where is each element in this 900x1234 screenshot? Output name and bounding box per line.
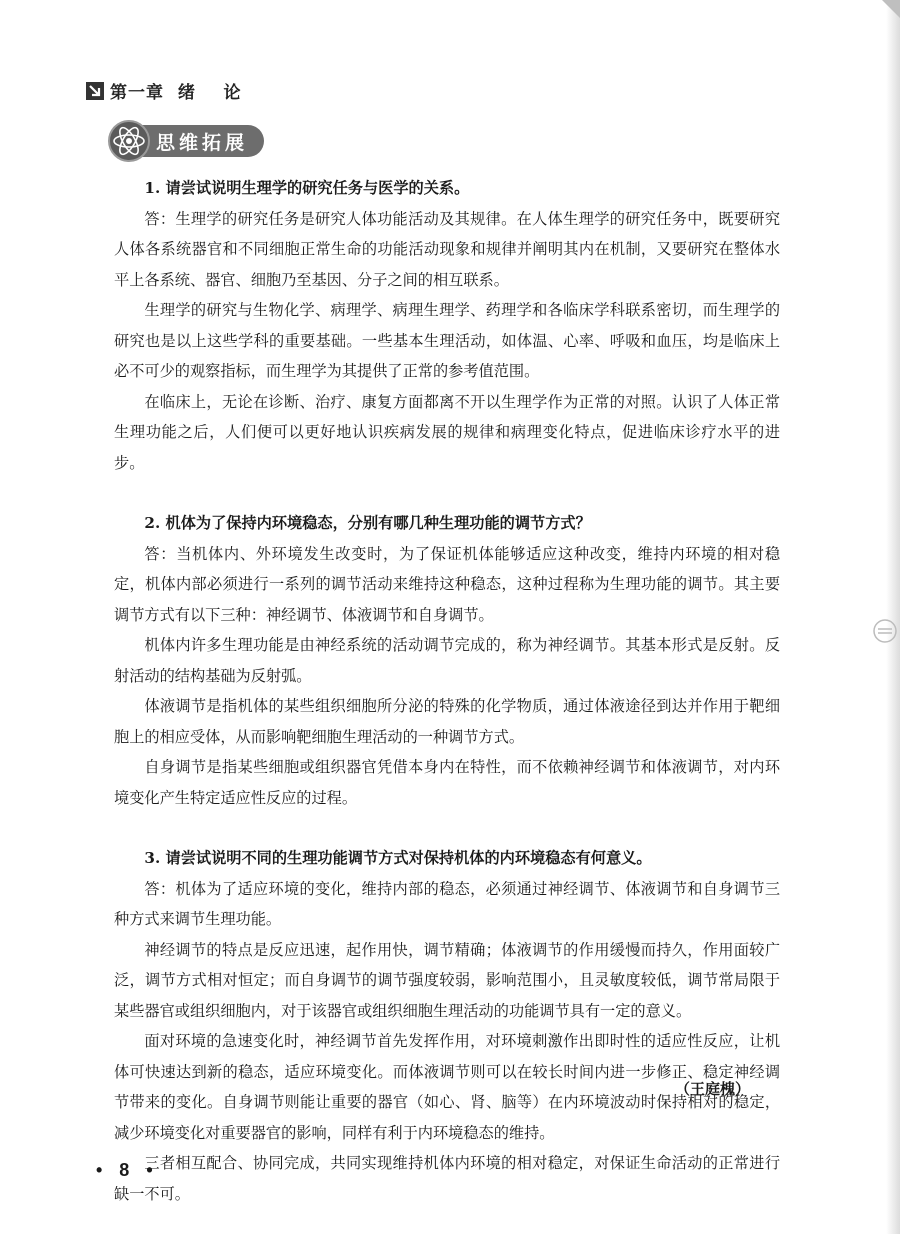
answer-paragraph: 神经调节的特点是反应迅速，起作用快，调节精确；体液调节的作用缓慢而持久，作用面较广泛，调节方式相对恒定；而自身调节的调节强度较弱，影响范围小，且灵敏度较低，调节常局限于某些器官或组织细胞内，对于该器官或组织细胞生理活动的功能调节具有一定的意义。	[114, 940, 780, 1020]
answer-paragraph: 体液调节是指机体的某些组织细胞所分泌的特殊的化学物质，通过体液途径到达并作用于靶细胞上的相应受体，从而影响靶细胞生理活动的一种调节方式。	[114, 697, 780, 746]
page-number: • 8 •	[96, 1160, 159, 1180]
question-3: 3. 请尝试说明不同的生理功能调节方式对保持机体的内环境稳态有何意义。	[144, 849, 652, 867]
author-signature: （王庭槐）	[675, 1080, 751, 1098]
answer-paragraph: 面对环境的急速变化时，神经调节首先发挥作用，对环境刺激作出即时性的适应性反应，让机体可快速达到新的稳态，适应环境变化。而体液调节则可以在较长时间内进一步修正、稳定神经调节带来的变化。自身调节则能让重要的器官（如心、肾、脑等）在内环境波动时保持相对的稳定，减少环境变化对重要器官的影响，同样有利于内环境稳态的维持。	[114, 1032, 780, 1142]
chapter-arrow-icon	[86, 82, 104, 100]
chapter-header	[86, 78, 242, 103]
answer-paragraph: 在临床上，无论在诊断、治疗、康复方面都离不开以生理学作为正常的对照。认识了人体正常生理功能之后，人们便可以更好地认识疾病发展的规律和病理变化特点，促进临床诊疗水平的进步。	[114, 392, 780, 472]
side-logo-icon	[872, 618, 898, 644]
answer-paragraph: 答：生理学的研究任务是研究人体功能活动及其规律。在人体生理学的研究任务中，既要研究人体各系统器官和不同细胞正常生命的功能活动现象和规律并阐明其内在机制，又要研究在整体水平上各系统、器官、细胞乃至基因、分子之间的相互联系。	[114, 209, 780, 289]
question-1: 1. 请尝试说明生理学的研究任务与医学的关系。	[144, 179, 470, 197]
badge-title: 思维拓展	[134, 125, 264, 157]
chapter-title: 第一章 绪 论	[110, 83, 242, 103]
answer-paragraph: 机体内许多生理功能是由神经系统的活动调节完成的，称为神经调节。其基本形式是反射。反射活动的结构基础为反射弧。	[114, 636, 780, 685]
answer-paragraph: 答：机体为了适应环境的变化，维持内部的稳态，必须通过神经调节、体液调节和自身调节三种方式来调节生理功能。	[114, 879, 780, 928]
main-content	[114, 173, 780, 1209]
answer-paragraph: 三者相互配合、协同完成，共同实现维持机体内环境的相对稳定，对保证生命活动的正常进行缺一不可。	[114, 1154, 780, 1203]
section-badge	[108, 121, 264, 161]
page-corner	[882, 0, 900, 18]
answer-paragraph: 答：当机体内、外环境发生改变时，为了保证机体能够适应这种改变，维持内环境的相对稳定，机体内部必须进行一系列的调节活动来维持这种稳态，这种过程称为生理功能的调节。其主要调节方式有以下三种：神经调节、体液调节和自身调节。	[114, 544, 780, 624]
answer-paragraph: 生理学的研究与生物化学、病理学、病理生理学、药理学和各临床学科联系密切，而生理学的研究也是以上这些学科的重要基础。一些基本生理活动，如体温、心率、呼吸和血压，均是临床上必不可少的观察指标，而生理学为其提供了正常的参考值范围。	[114, 301, 780, 380]
atom-icon	[108, 120, 150, 162]
answer-paragraph: 自身调节是指某些细胞或组织器官凭借本身内在特性，而不依赖神经调节和体液调节，对内环境变化产生特定适应性反应的过程。	[114, 758, 780, 807]
question-2: 2. 机体为了保持内环境稳态，分别有哪几种生理功能的调节方式？	[144, 514, 591, 532]
page-edge-shadow	[886, 0, 900, 1234]
